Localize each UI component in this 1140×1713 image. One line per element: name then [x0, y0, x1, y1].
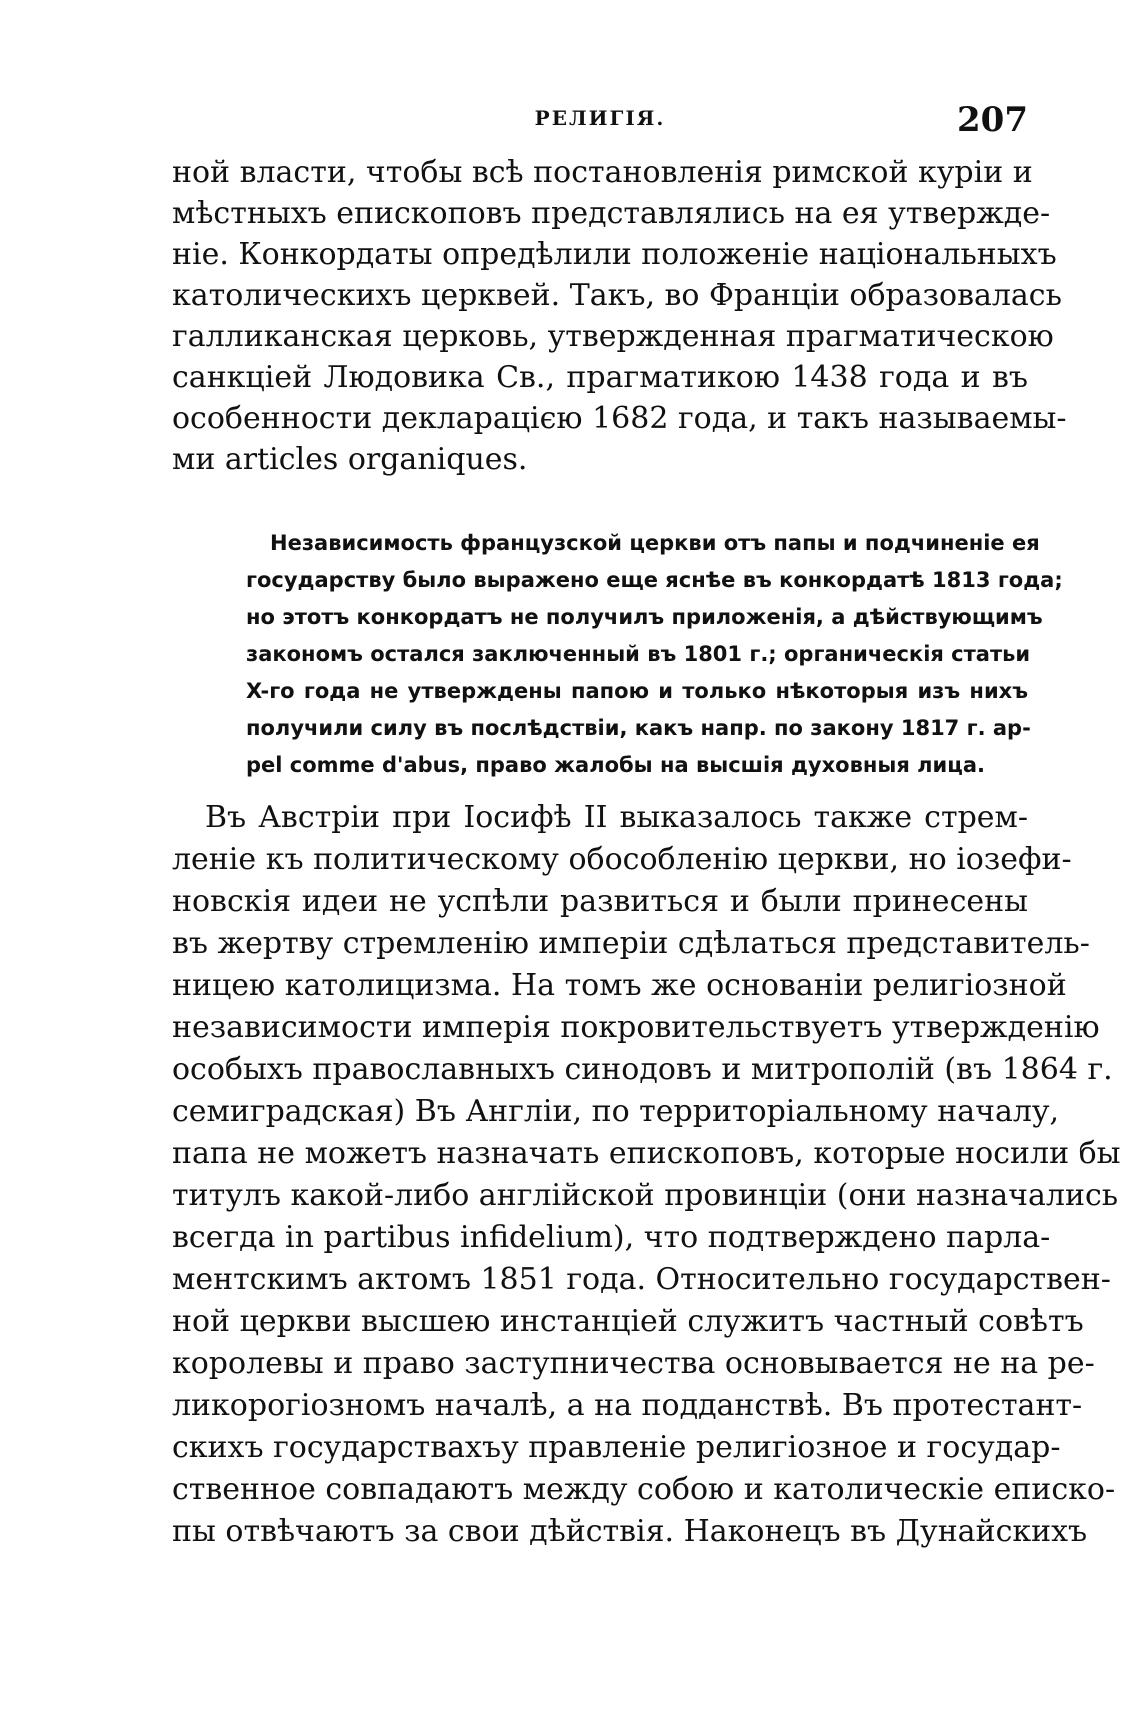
note-line: государству было выражено еще яснѣе въ конкордатѣ 1813 года; [246, 568, 1063, 592]
text-line: особенности декларацією 1682 года, и такъ называемы- [172, 401, 1067, 436]
text-line: семиградская) Въ Англіи, по территоріальному началу, [172, 1094, 1060, 1129]
text-line: ликорогіозномъ началѣ, а на подданствѣ. Въ протестант- [172, 1388, 1083, 1423]
text-line: мѣстныхъ епископовъ представлялись на ея утвержде- [172, 196, 1051, 231]
text-line: санкціей Людовика Св., прагматикою 1438 года и въ [172, 360, 1028, 395]
text-line: королевы и право заступничества основывается не на ре- [172, 1346, 1095, 1381]
text-line: пы отвѣчаютъ за свои дѣйствія. Наконецъ въ Дунайскихъ [172, 1514, 1088, 1549]
text-line: ственное совпадаютъ между собою и католическіе еписко- [172, 1472, 1116, 1507]
text-line: въ жертву стремленію имперіи сдѣлаться представитель- [172, 926, 1090, 961]
text-line: независимости имперія покровительствуетъ утвержденію [172, 1010, 1100, 1045]
note-line: закономъ остался заключенный въ 1801 г.; органическія статьи [246, 642, 1031, 666]
text-line: Въ Австріи при Іосифѣ II выказалось также стрем- [205, 800, 1028, 835]
page-header [172, 100, 1028, 144]
text-line: ной церкви высшею инстанціей служитъ частный совѣтъ [172, 1304, 1084, 1339]
note-line: Независимость французской церкви отъ папы и подчиненіе ея [270, 531, 1040, 555]
text-line: всегда in partibus infidelium), что подтверждено парла- [172, 1220, 1051, 1255]
text-line: ментскимъ актомъ 1851 года. Относительно государствен- [172, 1262, 1111, 1297]
text-line: ми articles organiques. [172, 442, 528, 477]
note-line: pel comme d'abus, право жалобы на высшія духовныя лица. [246, 753, 985, 777]
text-line: галликанская церковь, утвержденная прагматическою [172, 319, 1054, 354]
text-line: титулъ какой-либо англійской провинціи (они назначались [172, 1178, 1119, 1213]
running-title: РЕЛИГІЯ. [534, 106, 666, 130]
text-line: ницею католицизма. На томъ же основаніи религіозной [172, 968, 1067, 1003]
text-line: особыхъ православныхъ синодовъ и митрополій (въ 1864 г. [172, 1052, 1113, 1087]
text-line: ніе. Конкордаты опредѣлили положеніе національныхъ [172, 237, 1057, 272]
text-line: папа не можетъ назначать епископовъ, которые носили бы [172, 1136, 1121, 1171]
note-line: X-го года не утверждены папою и только нѣкоторыя изъ нихъ [246, 679, 1028, 703]
note-line: но этотъ конкордатъ не получилъ приложенія, а дѣйствующимъ [246, 605, 1043, 629]
page-number: 207 [957, 100, 1028, 140]
text-line: скихъ государствахъу правленіе религіозное и государ- [172, 1430, 1061, 1465]
text-line: леніе къ политическому обособленію церкви, но іозефи- [172, 842, 1072, 877]
note-line: получили силу въ послѣдствіи, какъ напр. по закону 1817 г. ар- [246, 716, 1031, 740]
text-line: новскія идеи не успѣли развиться и были принесены [172, 884, 1028, 919]
text-line: ной власти, чтобы всѣ постановленія римской куріи и [172, 155, 1033, 190]
text-line: католическихъ церквей. Такъ, во Франціи образовалась [172, 278, 1062, 313]
